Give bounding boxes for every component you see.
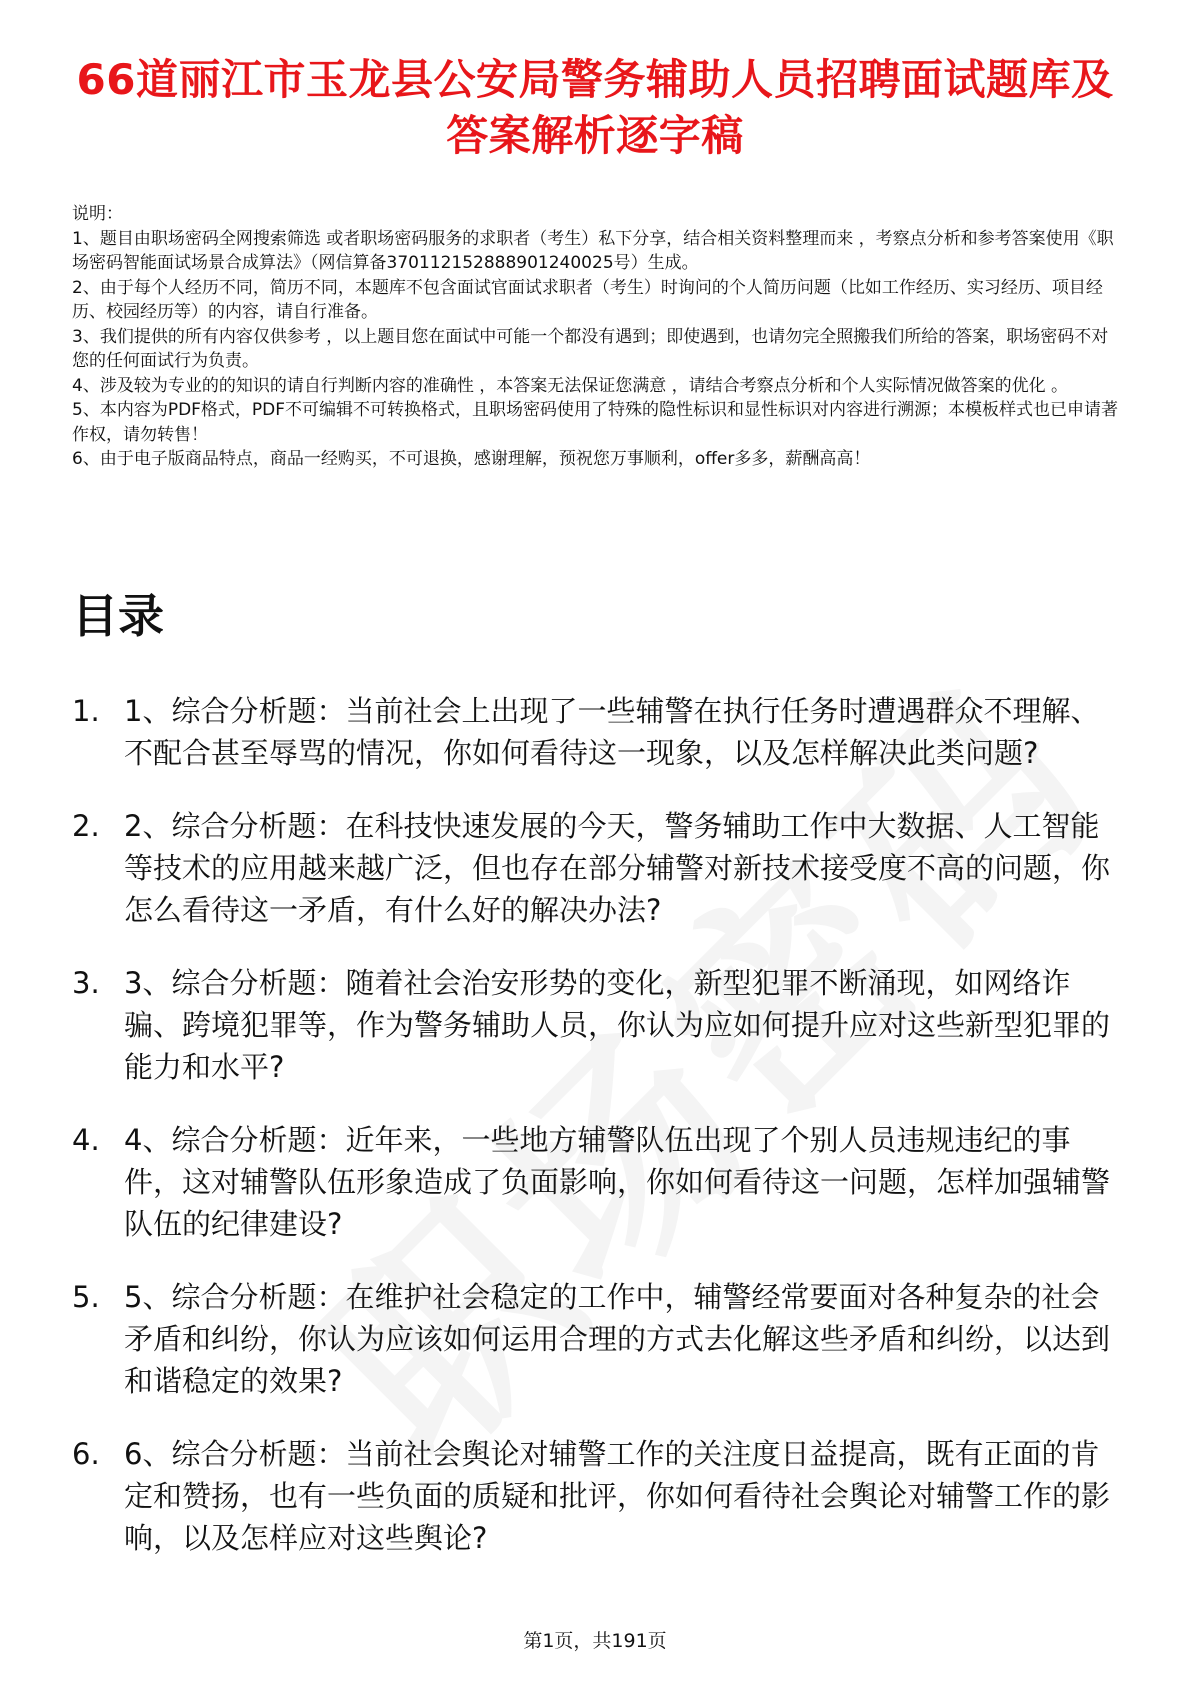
note-item: 3、我们提供的所有内容仅供参考 ，以上题目您在面试中可能一个都没有遇到；即使遇到，也请勿完全照搬我们所给的答案，职场密码不对您的任何面试行为负责。 [72, 326, 1109, 371]
note-item: 1、题目由职场密码全网搜索筛选 或者职场密码服务的求职者（考生）私下分享，结合相关资料整理而来 ，考察点分析和参考答案使用《职场密码智能面试场景合成算法》（网信算备370112152888901240025号）生成。 [72, 228, 1114, 273]
toc-item-number: 4. [72, 1123, 100, 1157]
toc-item-number: 3. [72, 966, 100, 1000]
toc-item-number: 5. [72, 1280, 100, 1314]
note-item: 5、本内容为PDF格式，PDF不可编辑不可转换格式，且职场密码使用了特殊的隐性标识和显性标识对内容进行溯源；本模板样式也已申请著作权，请勿转售！ [72, 400, 1119, 445]
toc-item-text: 4、综合分析题：近年来，一些地方辅警队伍出现了个别人员违规违纪的事件，这对辅警队伍形象造成了负面影响，你如何看待这一问题，怎样加强辅警队伍的纪律建设? [124, 1123, 1111, 1241]
toc-item-text: 3、综合分析题：随着社会治安形势的变化，新型犯罪不断涌现，如网络诈骗、跨境犯罪等，作为警务辅助人员，你认为应如何提升应对这些新型犯罪的能力和水平? [124, 966, 1111, 1084]
toc-item[interactable] [72, 1433, 1122, 1559]
toc-item-text: 6、综合分析题：当前社会舆论对辅警工作的关注度日益提高，既有正面的肯定和赞扬，也有一些负面的质疑和批评，你如何看待社会舆论对辅警工作的影响，以及怎样应对这些舆论? [124, 1437, 1111, 1555]
toc-item[interactable] [72, 690, 1122, 774]
toc-item[interactable] [72, 805, 1122, 931]
toc-item-text: 1、综合分析题：当前社会上出现了一些辅警在执行任务时遭遇群众不理解、不配合甚至辱骂的情况，你如何看待这一现象，以及怎样解决此类问题? [124, 694, 1100, 770]
toc-item[interactable] [72, 1276, 1122, 1402]
note-item: 4、涉及较为专业的的知识的请自行判断内容的准确性 ，本答案无法保证您满意 ，请结合考察点分析和个人实际情况做答案的优化 。 [72, 375, 1069, 396]
notes-heading: 说明： [72, 204, 123, 224]
toc-item-number: 2. [72, 809, 100, 843]
toc-item-text: 5、综合分析题：在维护社会稳定的工作中，辅警经常要面对各种复杂的社会矛盾和纠纷，你认为应该如何运用合理的方式去化解这些矛盾和纠纷，以达到和谐稳定的效果? [124, 1280, 1111, 1398]
note-item: 2、由于每个人经历不同，简历不同，本题库不包含面试官面试求职者（考生）时询问的个人简历问题（比如工作经历、实习经历、项目经历、校园经历等）的内容，请自行准备。 [72, 277, 1103, 322]
toc-item-number: 1. [72, 694, 100, 728]
page-footer: 第1页，共191页 [523, 1630, 667, 1652]
toc-list [72, 690, 1122, 1590]
notes-section [72, 202, 1120, 472]
toc-heading: 目录 [72, 589, 164, 643]
toc-item[interactable] [72, 1119, 1122, 1245]
toc-item-text: 2、综合分析题：在科技快速发展的今天，警务辅助工作中大数据、人工智能等技术的应用越来越广泛，但也存在部分辅警对新技术接受度不高的问题，你怎么看待这一矛盾，有什么好的解决办法? [124, 809, 1111, 927]
note-item: 6、由于电子版商品特点，商品一经购买，不可退换，感谢理解，预祝您万事顺利，offer多多，薪酬高高！ [72, 449, 871, 469]
toc-item-number: 6. [72, 1437, 100, 1471]
toc-item[interactable] [72, 962, 1122, 1088]
document-title: 66道丽江市玉龙县公安局警务辅助人员招聘面试题库及答案解析逐字稿 [76, 55, 1114, 160]
